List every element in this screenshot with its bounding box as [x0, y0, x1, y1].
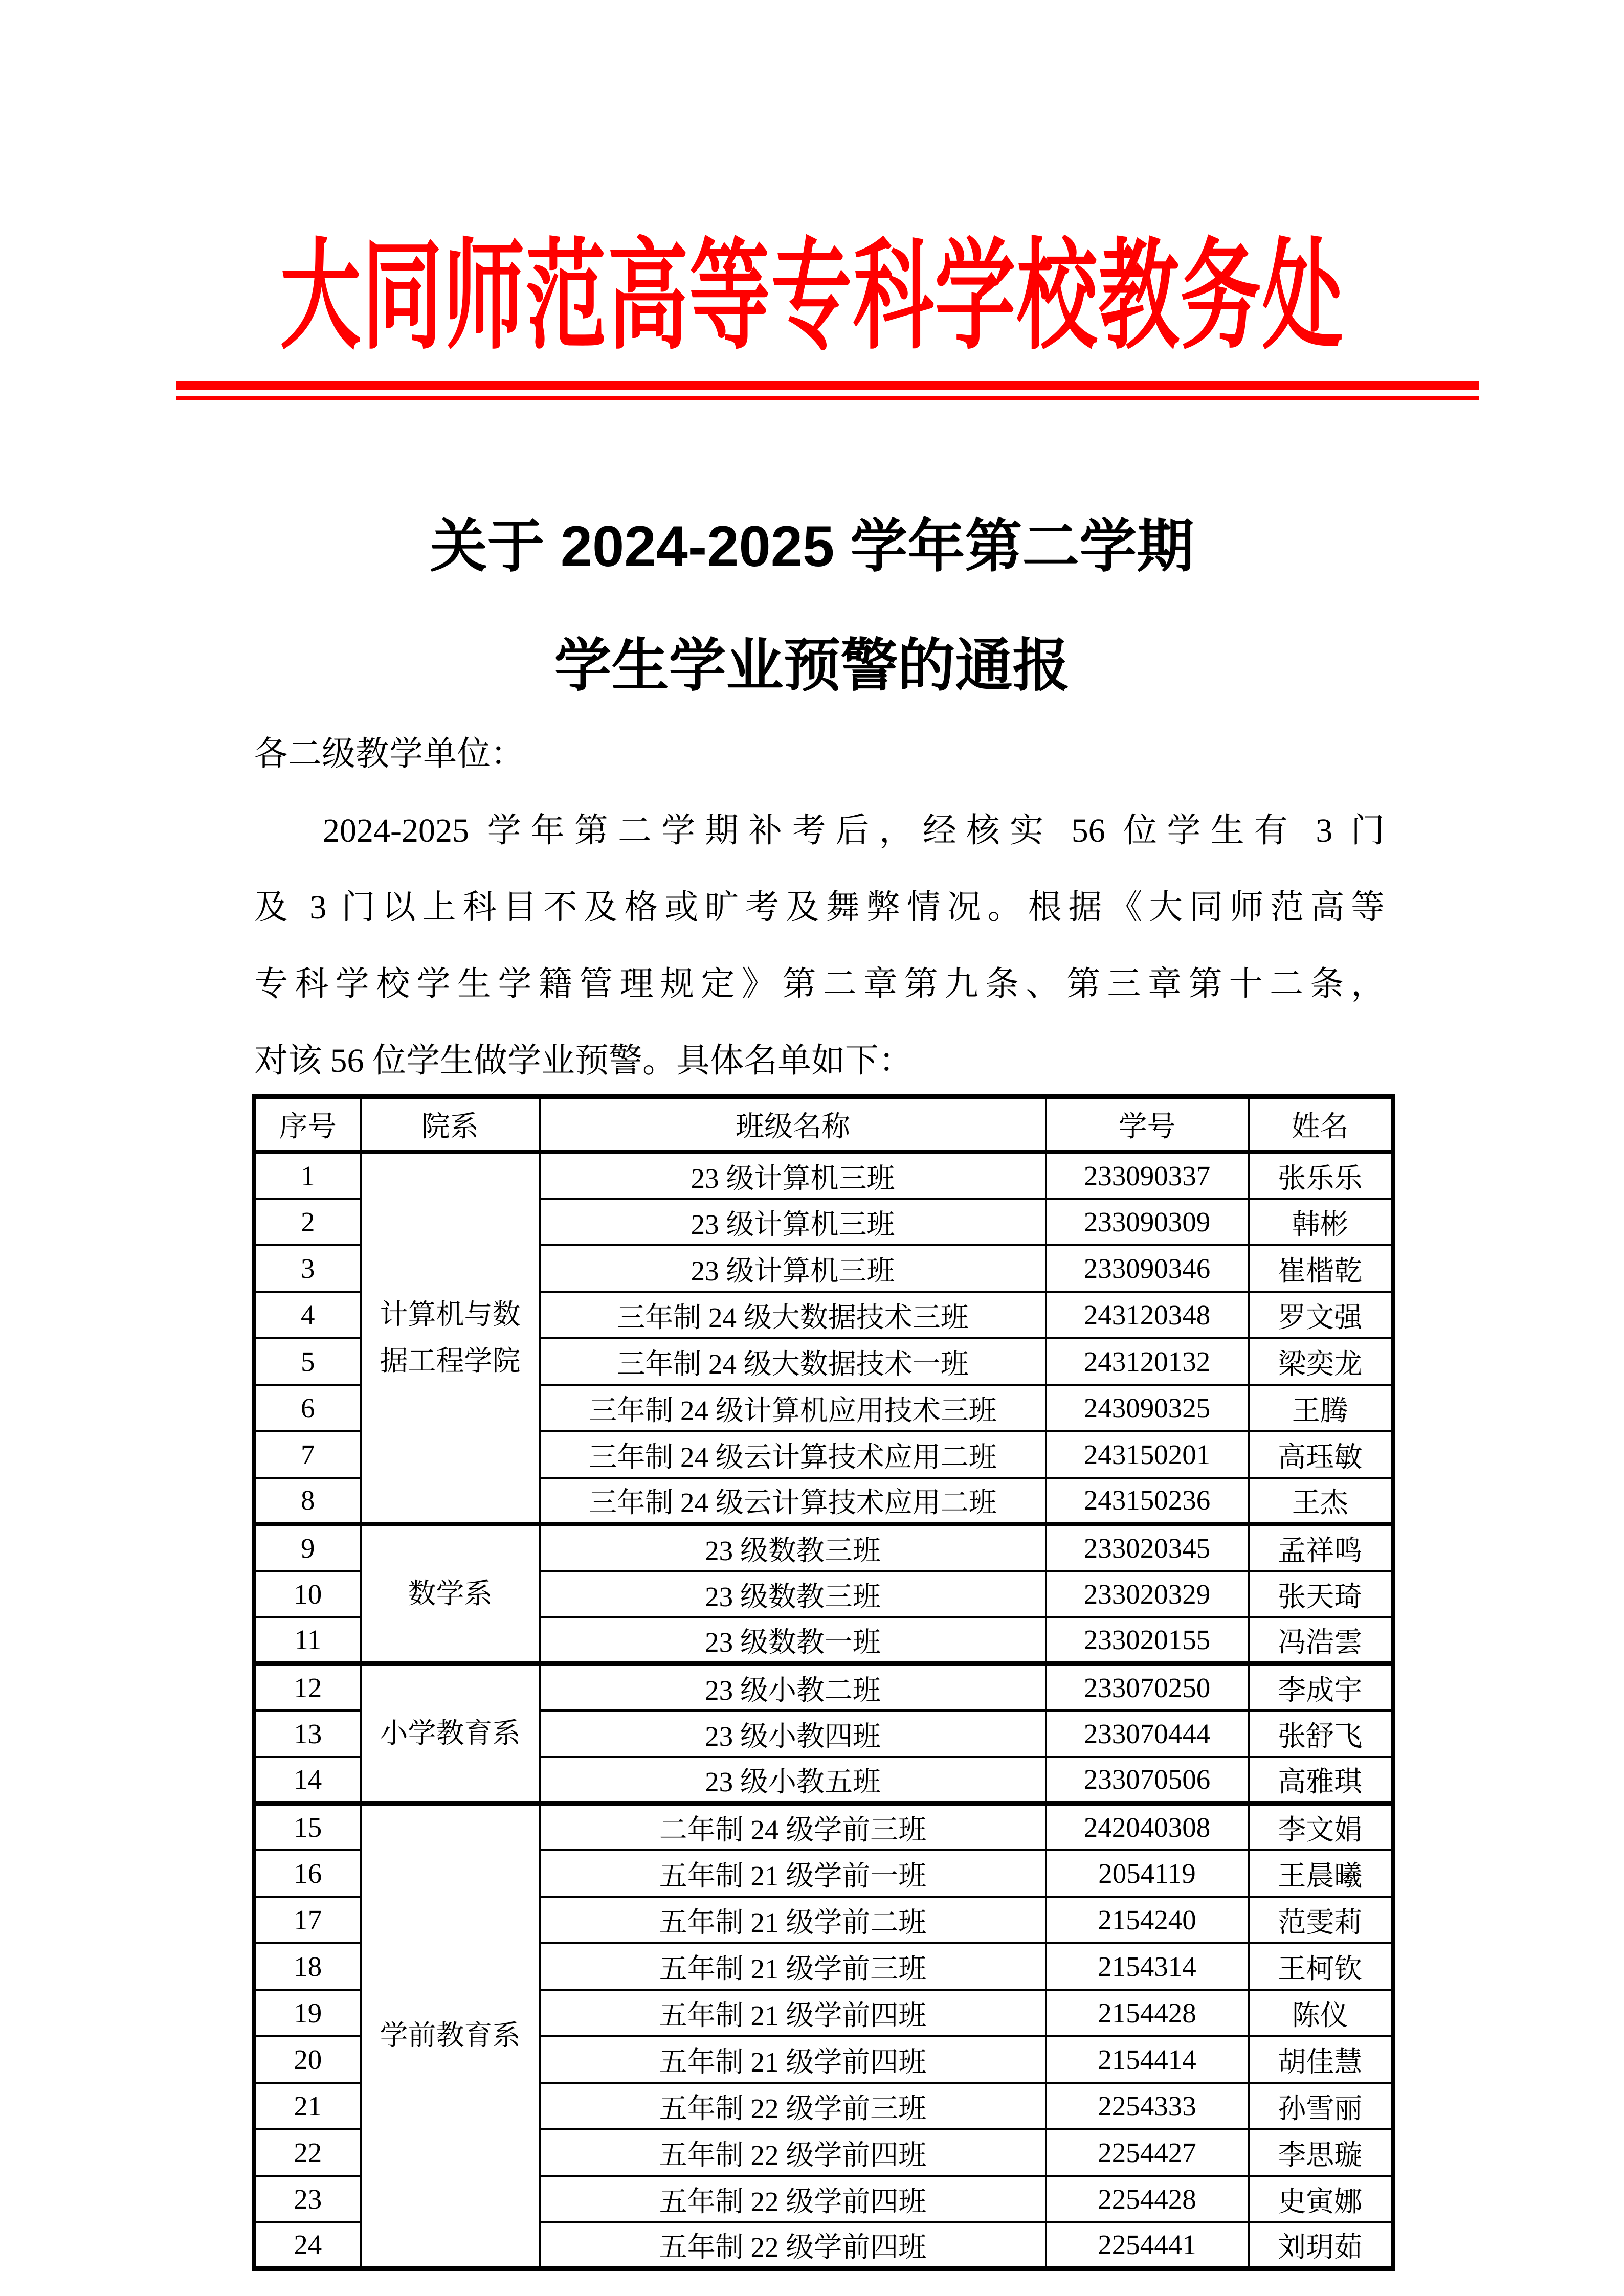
row-number-cell: 24	[254, 2222, 361, 2269]
row-number-cell: 11	[254, 1617, 361, 1664]
student-id-cell: 2154240	[1046, 1897, 1249, 1943]
class-name-cell: 三年制 24 级大数据技术一班	[540, 1338, 1046, 1385]
class-name-cell: 23 级小教二班	[540, 1664, 1046, 1710]
student-name-cell: 王腾	[1249, 1385, 1393, 1431]
row-number-cell: 13	[254, 1710, 361, 1757]
class-name-cell: 23 级计算机三班	[540, 1152, 1046, 1199]
class-name-cell: 五年制 21 级学前二班	[540, 1897, 1046, 1943]
student-id-cell: 2154314	[1046, 1943, 1249, 1990]
class-name-cell: 23 级数教三班	[540, 1524, 1046, 1571]
body-line-2: 及 3 门以上科目不及格或旷考及舞弊情况。根据《大同师范高等	[254, 889, 1385, 926]
department-cell: 数学系	[361, 1524, 540, 1664]
student-id-cell: 233070506	[1046, 1757, 1249, 1804]
student-id-cell: 243150201	[1046, 1431, 1249, 1478]
student-id-cell: 233020329	[1046, 1571, 1249, 1617]
header-cell-no: 序号	[254, 1097, 361, 1152]
class-name-cell: 二年制 24 级学前三班	[540, 1804, 1046, 1850]
row-number-cell: 10	[254, 1571, 361, 1617]
student-name-cell: 高珏敏	[1249, 1431, 1393, 1478]
row-number-cell: 17	[254, 1897, 361, 1943]
table-row	[254, 1524, 1393, 1571]
class-name-cell: 五年制 21 级学前三班	[540, 1943, 1046, 1990]
red-separator-thin	[176, 396, 1479, 400]
student-id-cell: 233070250	[1046, 1664, 1249, 1710]
header-cell-class: 班级名称	[540, 1097, 1046, 1152]
student-id-cell: 2054119	[1046, 1850, 1249, 1897]
student-id-cell: 2154414	[1046, 2036, 1249, 2083]
student-id-cell: 233090337	[1046, 1152, 1249, 1199]
row-number-cell: 1	[254, 1152, 361, 1199]
row-number-cell: 15	[254, 1804, 361, 1850]
table-row	[254, 1804, 1393, 1850]
row-number-cell: 7	[254, 1431, 361, 1478]
warning-table-header	[254, 1097, 1393, 1152]
student-id-cell: 2254428	[1046, 2176, 1249, 2222]
student-id-cell: 243090325	[1046, 1385, 1249, 1431]
class-name-cell: 五年制 22 级学前四班	[540, 2129, 1046, 2176]
row-number-cell: 18	[254, 1943, 361, 1990]
student-id-cell: 233020155	[1046, 1617, 1249, 1664]
row-number-cell: 20	[254, 2036, 361, 2083]
student-id-cell: 233090346	[1046, 1245, 1249, 1292]
table-row	[254, 1152, 1393, 1199]
header-row	[254, 1097, 1393, 1152]
student-name-cell: 张天琦	[1249, 1571, 1393, 1617]
student-name-cell: 崔楷乾	[1249, 1245, 1393, 1292]
notice-body	[254, 716, 1385, 1099]
row-number-cell: 5	[254, 1338, 361, 1385]
class-name-cell: 23 级小教四班	[540, 1710, 1046, 1757]
student-id-cell: 2154428	[1046, 1990, 1249, 2036]
salutation: 各二级教学单位：	[254, 735, 524, 773]
student-id-cell: 242040308	[1046, 1804, 1249, 1850]
student-id-cell: 243120132	[1046, 1338, 1249, 1385]
warning-table	[252, 1094, 1395, 2271]
student-name-cell: 孟祥鸣	[1249, 1524, 1393, 1571]
row-number-cell: 21	[254, 2083, 361, 2129]
row-number-cell: 2	[254, 1199, 361, 1245]
red-separator-thick	[176, 381, 1479, 390]
class-name-cell: 23 级小教五班	[540, 1757, 1046, 1804]
student-name-cell: 高雅琪	[1249, 1757, 1393, 1804]
letterhead-title: 大同师范高等专科学校教务处	[280, 231, 1344, 364]
row-number-cell: 4	[254, 1292, 361, 1338]
student-name-cell: 张乐乐	[1249, 1152, 1393, 1199]
class-name-cell: 23 级数教三班	[540, 1571, 1046, 1617]
class-name-cell: 三年制 24 级大数据技术三班	[540, 1292, 1046, 1338]
class-name-cell: 五年制 21 级学前一班	[540, 1850, 1046, 1897]
table-row	[254, 1664, 1393, 1710]
student-name-cell: 李成宇	[1249, 1664, 1393, 1710]
student-name-cell: 张舒飞	[1249, 1710, 1393, 1757]
student-name-cell: 梁奕龙	[1249, 1338, 1393, 1385]
class-name-cell: 五年制 22 级学前三班	[540, 2083, 1046, 2129]
row-number-cell: 12	[254, 1664, 361, 1710]
row-number-cell: 3	[254, 1245, 361, 1292]
class-name-cell: 五年制 22 级学前四班	[540, 2176, 1046, 2222]
student-name-cell: 韩彬	[1249, 1199, 1393, 1245]
body-line-1: 2024-2025 学年第二学期补考后，经核实 56 位学生有 3 门	[323, 812, 1385, 849]
body-line-4: 对该 56 位学生做学业预警。具体名单如下：	[254, 1042, 913, 1079]
student-id-cell: 2254441	[1046, 2222, 1249, 2269]
student-name-cell: 王柯钦	[1249, 1943, 1393, 1990]
student-name-cell: 罗文强	[1249, 1292, 1393, 1338]
class-name-cell: 23 级数教一班	[540, 1617, 1046, 1664]
student-id-cell: 233070444	[1046, 1710, 1249, 1757]
student-name-cell: 李文娟	[1249, 1804, 1393, 1850]
student-name-cell: 范雯莉	[1249, 1897, 1393, 1943]
student-id-cell: 243120348	[1046, 1292, 1249, 1338]
student-name-cell: 王晨曦	[1249, 1850, 1393, 1897]
row-number-cell: 9	[254, 1524, 361, 1571]
notice-title	[0, 487, 1624, 725]
student-name-cell: 刘玥茹	[1249, 2222, 1393, 2269]
row-number-cell: 14	[254, 1757, 361, 1804]
department-cell: 计算机与数 据工程学院	[361, 1152, 540, 1524]
header-cell-name: 姓名	[1249, 1097, 1393, 1152]
student-id-cell: 2254427	[1046, 2129, 1249, 2176]
notice-title-line2: 学生学业预警的通报	[554, 634, 1070, 697]
student-name-cell: 陈仪	[1249, 1990, 1393, 2036]
class-name-cell: 五年制 21 级学前四班	[540, 1990, 1046, 2036]
class-name-cell: 五年制 21 级学前四班	[540, 2036, 1046, 2083]
header-cell-dept: 院系	[361, 1097, 540, 1152]
class-name-cell: 23 级计算机三班	[540, 1199, 1046, 1245]
student-id-cell: 233090309	[1046, 1199, 1249, 1245]
student-name-cell: 李思璇	[1249, 2129, 1393, 2176]
row-number-cell: 8	[254, 1478, 361, 1524]
row-number-cell: 22	[254, 2129, 361, 2176]
student-id-cell: 243150236	[1046, 1478, 1249, 1524]
student-name-cell: 史寅娜	[1249, 2176, 1393, 2222]
notice-title-line1: 关于 2024-2025 学年第二学期	[430, 514, 1194, 578]
department-cell: 小学教育系	[361, 1664, 540, 1804]
student-id-cell: 233020345	[1046, 1524, 1249, 1571]
student-name-cell: 胡佳慧	[1249, 2036, 1393, 2083]
department-cell: 学前教育系	[361, 1804, 540, 2269]
class-name-cell: 三年制 24 级云计算技术应用二班	[540, 1431, 1046, 1478]
header-cell-id: 学号	[1046, 1097, 1249, 1152]
student-name-cell: 孙雪丽	[1249, 2083, 1393, 2129]
row-number-cell: 23	[254, 2176, 361, 2222]
class-name-cell: 三年制 24 级云计算技术应用二班	[540, 1478, 1046, 1524]
student-id-cell: 2254333	[1046, 2083, 1249, 2129]
row-number-cell: 19	[254, 1990, 361, 2036]
student-name-cell: 冯浩雲	[1249, 1617, 1393, 1664]
student-name-cell: 王杰	[1249, 1478, 1393, 1524]
class-name-cell: 三年制 24 级计算机应用技术三班	[540, 1385, 1046, 1431]
warning-table-body	[254, 1152, 1393, 2269]
class-name-cell: 23 级计算机三班	[540, 1245, 1046, 1292]
row-number-cell: 16	[254, 1850, 361, 1897]
class-name-cell: 五年制 22 级学前四班	[540, 2222, 1046, 2269]
row-number-cell: 6	[254, 1385, 361, 1431]
body-line-3: 专科学校学生学籍管理规定》第二章第九条、第三章第十二条，	[254, 965, 1385, 1003]
